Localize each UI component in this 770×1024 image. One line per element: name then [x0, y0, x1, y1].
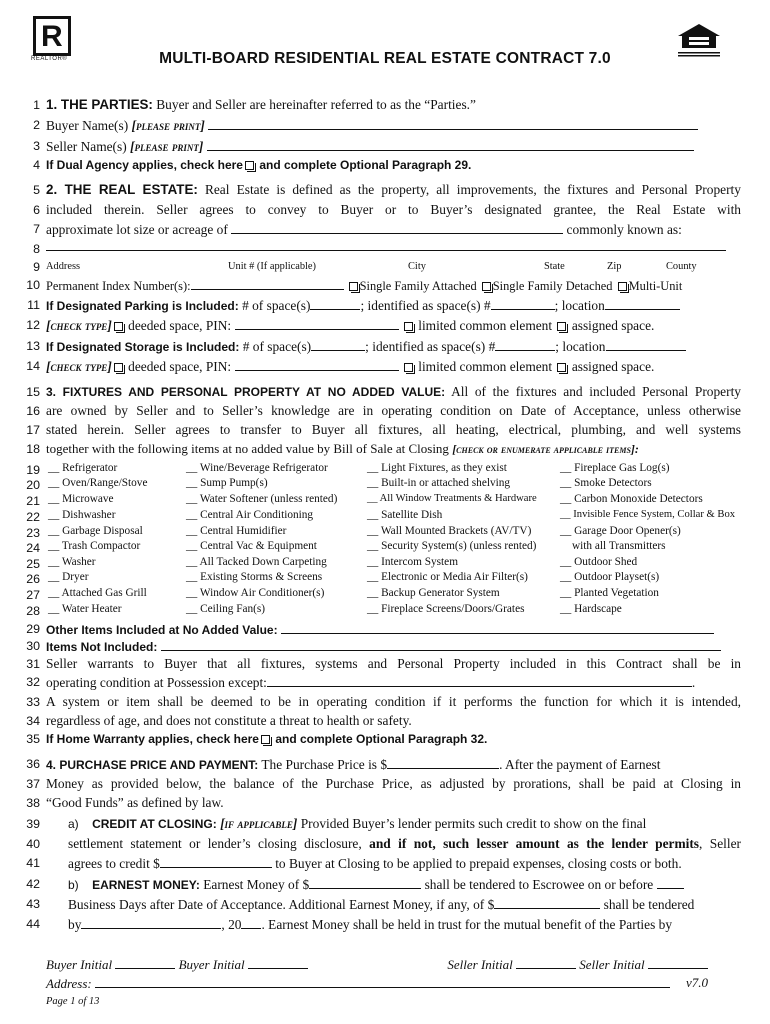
line-number: 3	[33, 139, 40, 153]
fixture-item[interactable]: __ Satellite Dish	[367, 509, 443, 521]
parties-intro: 1. THE PARTIES: Buyer and Seller are hereinafter referred to as the “Parties.”	[46, 97, 476, 112]
fixture-item[interactable]: __ Planted Vegetation	[560, 587, 659, 599]
not-included-row: Items Not Included:	[46, 638, 741, 655]
line-number: 41	[26, 856, 40, 870]
pin-row: Permanent Index Number(s): Single Family Attached Single Family Detached Multi-Unit	[46, 279, 683, 293]
fixture-item[interactable]: __ Smoke Detectors	[560, 477, 652, 489]
earnest-money-field[interactable]	[309, 876, 421, 889]
fixture-item[interactable]: __ Light Fixtures, as they exist	[367, 462, 507, 474]
line-number: 44	[26, 917, 40, 931]
seller-initial-1-field[interactable]	[516, 956, 576, 969]
fixture-item[interactable]: __ Oven/Range/Stove	[48, 477, 148, 489]
earnest-days-field[interactable]	[657, 876, 684, 889]
fixture-item[interactable]: __ Dishwasher	[48, 509, 116, 521]
single-family-attached-checkbox[interactable]	[349, 282, 358, 291]
line-number: 30	[26, 639, 40, 653]
parking-location-field[interactable]	[605, 297, 680, 310]
fixtures-line-33: A system or item shall be deemed to be in operating condition if it performs the function for which it is intended,	[46, 694, 741, 709]
fixture-item[interactable]: __ Washer	[48, 556, 96, 568]
line-number: 38	[26, 796, 40, 810]
line-number: 9	[33, 260, 40, 274]
parking-assigned-checkbox[interactable]	[557, 322, 566, 331]
earnest-year-field[interactable]	[241, 916, 261, 929]
line-number: 27	[26, 588, 40, 602]
line-number: 21	[26, 494, 40, 508]
line-number: 5	[33, 183, 40, 197]
seller-name-row: Seller Name(s) [please print]	[46, 138, 741, 155]
line-number: 28	[26, 604, 40, 618]
fixture-item[interactable]: __ Built-in or attached shelving	[367, 477, 511, 489]
line-number: 34	[26, 714, 40, 728]
fixture-item[interactable]: __ Microwave	[48, 493, 114, 505]
fixture-item[interactable]: __ Hardscape	[560, 603, 622, 615]
realtor-logo: R	[33, 16, 71, 56]
fixture-item[interactable]: __ Water Heater	[48, 603, 122, 615]
home-warranty-checkbox[interactable]	[261, 735, 270, 744]
storage-type-row: [check type] deeded space, PIN: limited common element assigned space.	[46, 359, 655, 374]
line-number: 18	[26, 442, 40, 456]
fixture-item[interactable]: __ Intercom System	[367, 556, 458, 568]
fixture-item[interactable]: __ Water Softener (unless rented)	[186, 493, 338, 505]
footer-address-row: Address: v7.0	[46, 975, 709, 991]
parking-deeded-checkbox[interactable]	[114, 322, 123, 331]
fixture-item[interactable]: __ Existing Storms & Screens	[186, 571, 323, 583]
line-number: 29	[26, 622, 40, 636]
earnest-date-field[interactable]	[81, 916, 221, 929]
line-number: 17	[26, 423, 40, 437]
storage-spaces-field[interactable]	[311, 338, 365, 351]
fixtures-line-18: together with the following items at no added value by Bill of Sale at Closing [check or enumerate applicable items]:	[46, 441, 639, 456]
parking-spaces-field[interactable]	[310, 297, 360, 310]
line-number: 7	[33, 222, 40, 236]
fixture-item[interactable]: __ Security System(s) (unless rented)	[367, 540, 537, 552]
realtor-logo-text: REALTOR®	[31, 56, 68, 62]
fixture-item[interactable]: __ Dryer	[48, 571, 89, 583]
line-number: 8	[33, 242, 40, 256]
storage-location-field[interactable]	[606, 338, 686, 351]
fixture-item[interactable]: __ Wall Mounted Brackets (AV/TV)	[367, 525, 532, 537]
fixtures-line-15: 3. FIXTURES AND PERSONAL PROPERTY AT NO ADDED VALUE: All of the fixtures and included Personal Property	[46, 384, 742, 399]
fixture-item[interactable]: __ Invisible Fence System, Collar & Box	[560, 509, 736, 520]
line-number: 31	[26, 657, 40, 671]
fixture-item[interactable]: __ Attached Gas Grill	[48, 587, 147, 599]
line-number: 26	[26, 572, 40, 586]
additional-earnest-field[interactable]	[494, 896, 600, 909]
footer-address-field[interactable]	[95, 975, 670, 988]
parking-pin-field[interactable]	[235, 317, 399, 330]
warranty-row: If Home Warranty applies, check here and complete Optional Paragraph 32.	[46, 732, 488, 746]
fixtures-line-16: are owned by Seller and to Seller’s knowledge are in operating condition on Date of Acceptance, unless otherwise	[46, 403, 741, 418]
fixture-item[interactable]: __ Electronic or Media Air Filter(s)	[367, 571, 528, 583]
credit-line-39: a) CREDIT AT CLOSING: [if applicable] Provided Buyer’s lender permits such credit to show on the final	[68, 816, 647, 831]
fixture-item[interactable]: __ Window Air Conditioner(s)	[186, 587, 325, 599]
fixture-item[interactable]: __ Trash Compactor	[48, 540, 141, 552]
fixture-item[interactable]: __ Backup Generator System	[367, 587, 500, 599]
credit-amount-field[interactable]	[160, 855, 272, 868]
dual-agency-row: If Dual Agency applies, check here and complete Optional Paragraph 29.	[46, 158, 472, 172]
address-labels: Address Unit # (If applicable) City State Zip County	[46, 261, 697, 272]
fixtures-line-34: regardless of age, and does not constitute a threat to health or safety.	[46, 713, 412, 728]
fixture-item[interactable]: __ Fireplace Gas Log(s)	[560, 462, 670, 474]
other-included-row: Other Items Included at No Added Value:	[46, 621, 741, 638]
fixture-item[interactable]: __ Fireplace Screens/Doors/Grates	[367, 603, 525, 615]
line-number: 25	[26, 557, 40, 571]
fixture-item[interactable]: __ Central Vac & Equipment	[186, 540, 317, 552]
line-number: 36	[26, 757, 40, 771]
parking-type-row: [check type] deeded space, PIN: limited common element assigned space.	[46, 318, 655, 333]
fixture-item[interactable]: __ Refrigerator	[48, 462, 118, 474]
line-number: 23	[26, 526, 40, 540]
line-number: 6	[33, 203, 40, 217]
line-number: 11	[27, 298, 40, 312]
fixture-item[interactable]: __ Carbon Monoxide Detectors	[560, 493, 703, 505]
other-items-field[interactable]	[281, 621, 714, 634]
fixture-item[interactable]: __ Garbage Disposal	[48, 525, 143, 537]
storage-pin-field[interactable]	[235, 358, 399, 371]
fixture-item: with all Transmitters	[572, 540, 666, 552]
storage-limited-checkbox[interactable]	[404, 363, 413, 372]
address-field[interactable]	[46, 238, 726, 251]
seller-name-field[interactable]	[207, 138, 694, 151]
price-line-38: “Good Funds” as defined by law.	[46, 795, 224, 810]
dual-agency-checkbox[interactable]	[245, 161, 254, 170]
line-number: 1	[33, 98, 40, 112]
storage-deeded-checkbox[interactable]	[114, 363, 123, 372]
price-line-37: Money as provided below, the balance of the Purchase Price, as adjusted by prorations, shall be paid at Closing in	[46, 776, 741, 791]
line-number: 43	[26, 897, 40, 911]
lot-size-row: approximate lot size or acreage of commonly known as:	[46, 222, 682, 237]
earnest-line-42: b) EARNEST MONEY: Earnest Money of $ shall be tendered to Escrowee on or before	[68, 876, 741, 893]
line-number: 20	[26, 478, 40, 492]
fixtures-line-32: operating condition at Possession except: .	[46, 675, 696, 690]
pin-field[interactable]	[191, 277, 344, 290]
line-number: 10	[26, 278, 40, 292]
possession-exceptions-field[interactable]	[267, 674, 692, 687]
fixture-item[interactable]: __ Ceiling Fan(s)	[186, 603, 266, 615]
fixture-item[interactable]: __ Outdoor Playset(s)	[560, 571, 660, 583]
line-number: 40	[26, 837, 40, 851]
line-number: 35	[26, 732, 40, 746]
buyer-name-row: Buyer Name(s) [please print]	[46, 117, 741, 134]
line-number: 14	[26, 359, 40, 373]
multi-unit-checkbox[interactable]	[618, 282, 627, 291]
earnest-line-44: by , 20 . Earnest Money shall be held in trust for the mutual benefit of the Parties by	[68, 917, 673, 932]
fixture-item[interactable]: __ Wine/Beverage Refrigerator	[186, 462, 328, 474]
buyer-initial-1-field[interactable]	[115, 956, 175, 969]
line-number: 39	[26, 817, 40, 831]
fixture-item[interactable]: __ All Tacked Down Carpeting	[186, 556, 327, 568]
single-family-detached-checkbox[interactable]	[482, 282, 491, 291]
fixtures-line-17: stated herein. Seller agrees to transfer to Buyer all fixtures, all heating, electrical, plumbing, and well systems	[46, 422, 741, 437]
line-number: 2	[33, 118, 40, 132]
fixture-item[interactable]: __ Outdoor Shed	[560, 556, 638, 568]
line-number: 37	[26, 777, 40, 791]
fixture-item[interactable]: __ All Window Treatments & Hardware	[367, 493, 537, 504]
storage-assigned-checkbox[interactable]	[557, 363, 566, 372]
line-number: 19	[26, 463, 40, 477]
line-number: 24	[26, 541, 40, 555]
line-number: 32	[26, 675, 40, 689]
real-estate-line-5: 2. THE REAL ESTATE: Real Estate is defined as the property, all improvements, the fixtures and Personal Property	[46, 182, 741, 197]
parking-row: If Designated Parking is Included: # of space(s) ; identified as space(s) # ; location	[46, 297, 741, 314]
parking-limited-checkbox[interactable]	[404, 322, 413, 331]
line-number: 22	[26, 510, 40, 524]
address-line-row	[46, 238, 741, 255]
fixture-item[interactable]: __ Central Humidifier	[186, 525, 287, 537]
line-number: 4	[33, 158, 40, 172]
line-number: 15	[26, 385, 40, 399]
credit-line-40: settlement statement or lender’s closing disclosure, and if not, such lesser amount as the lender permits, Seller	[68, 836, 741, 851]
earnest-line-43: Business Days after Date of Acceptance. Additional Earnest Money, if any, of $ shall be tendered	[68, 897, 695, 912]
line-number: 16	[26, 404, 40, 418]
storage-row: If Designated Storage is Included: # of space(s) ; identified as space(s) # ; location	[46, 338, 741, 355]
buyer-name-field[interactable]	[208, 117, 698, 130]
not-included-field[interactable]	[161, 638, 721, 651]
page-number: Page 1 of 13	[46, 996, 100, 1007]
storage-id-field[interactable]	[495, 338, 555, 351]
line-number: 42	[26, 877, 40, 891]
purchase-price-field[interactable]	[387, 756, 499, 769]
lot-size-field[interactable]	[231, 221, 563, 234]
credit-line-41: agrees to credit $ to Buyer at Closing to be applied to prepaid expenses, closing costs or both.	[68, 856, 682, 871]
fixtures-line-31: Seller warrants to Buyer that all fixtures, systems and Personal Property included in this Contract shall be in	[46, 656, 741, 671]
fixture-item[interactable]: __ Central Air Conditioning	[186, 509, 314, 521]
line-number: 13	[26, 339, 40, 353]
parking-id-field[interactable]	[491, 297, 555, 310]
line-number: 12	[26, 318, 40, 332]
price-line-36: 4. PURCHASE PRICE AND PAYMENT: The Purchase Price is $ . After the payment of Earnest	[46, 757, 661, 772]
page-title: MULTI-BOARD RESIDENTIAL REAL ESTATE CONTRACT 7.0	[159, 50, 611, 67]
initials-row: Buyer Initial Buyer Initial Seller Initial Seller Initial	[46, 956, 741, 973]
seller-initial-2-field[interactable]	[648, 956, 708, 969]
fixture-item[interactable]: __ Sump Pump(s)	[186, 477, 268, 489]
fixture-item[interactable]: __ Garage Door Opener(s)	[560, 525, 681, 537]
line-number: 33	[26, 695, 40, 709]
real-estate-line-6: included therein. Seller agrees to convey to Buyer or to Buyer’s designated grantee, the Real Estate with	[46, 202, 741, 217]
buyer-initial-2-field[interactable]	[248, 956, 308, 969]
